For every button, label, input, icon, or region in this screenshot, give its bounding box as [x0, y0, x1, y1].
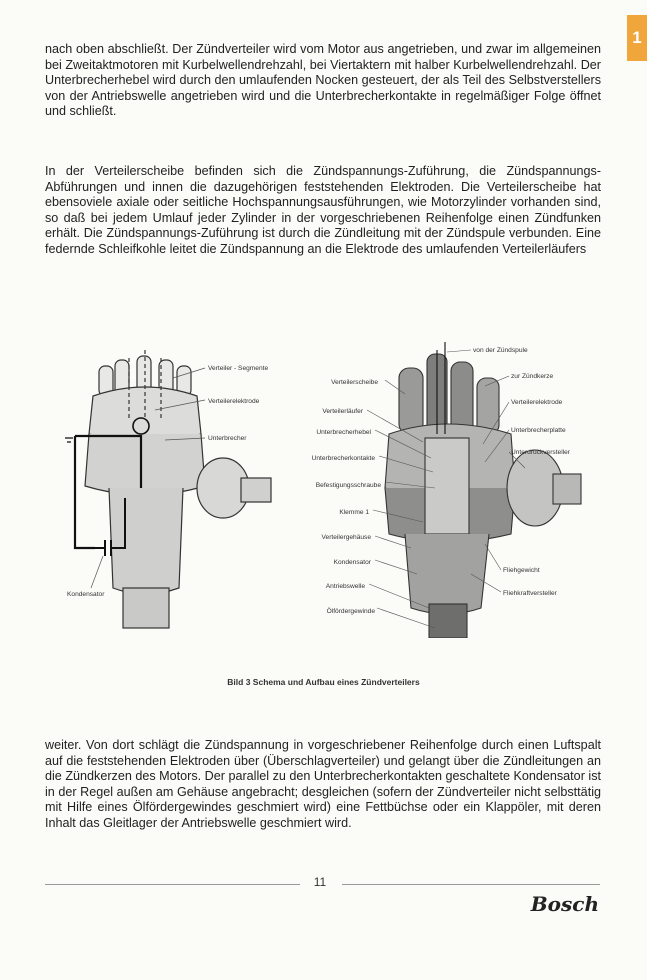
label-klemme-1: Klemme 1: [339, 509, 369, 516]
label-verteiler-segmente: Verteiler - Segmente: [208, 365, 269, 372]
label-verteilerlaeufer: Verteilerläufer: [322, 408, 363, 415]
label-kondensator-schema: Kondensator: [67, 591, 105, 598]
label-unterbrecher: Unterbrecher: [208, 435, 247, 442]
label-unterdruckversteller: Unterdruckversteller: [511, 449, 570, 456]
distributor-figure: [45, 338, 601, 638]
bosch-logo: Bosch: [530, 892, 599, 916]
chapter-tab: 1: [627, 15, 647, 61]
label-kondensator: Kondensator: [333, 559, 371, 566]
label-verteilerelektrode: Verteilerelektrode: [511, 399, 563, 406]
label-unterbrecherhebel: Unterbrecherhebel: [316, 429, 371, 436]
label-verteilerelektrode-schema: Verteilerelektrode: [208, 398, 260, 405]
label-fliehkraftversteller: Fliehkraftversteller: [503, 590, 557, 597]
label-befestigungsschraube: Befestigungsschraube: [315, 482, 381, 489]
paragraph-1: nach oben abschließt. Der Zündverteiler wird vom Motor aus angetrieben, und zwar im allgemeinen bei Zweitaktmotoren mit Kurbelwellendrehzahl, bei Viertaktern mit halber Kurbelwellendrehzahl. Der Unterbrecherhebel wird durch den umlaufenden Nocken gesteuert, der als Teil des Selbstverstellers von der Antriebswelle angetrieben wird und die Unterbrecherkontakte in regelmäßiger Folge öffnet und schließt.: [45, 42, 601, 119]
label-zur-zuendkerze: zur Zündkerze: [511, 373, 554, 380]
figure-caption: Bild 3 Schema und Aufbau eines Zündverteilers: [227, 677, 420, 687]
label-oelfoerdergewinde: Ölfördergewinde: [326, 608, 375, 615]
distributor-illustration: [45, 338, 601, 638]
footer-rule-right: [342, 884, 600, 885]
schema-drawing: [65, 350, 271, 628]
label-verteilergehaeuse: Verteilergehäuse: [321, 534, 371, 541]
paragraph-2: In der Verteilerscheibe befinden sich die Zündspannungs-Zuführung, die Zündspannungs-Abführungen und innen die dazugehörigen feststehenden Elektroden. Die Verteilerscheibe hat ebensoviele axiale oder seitliche Hochspannungsausführungen, wie Motorzylinder vorhanden sind, so daß bei jedem Umlauf jeder Zylinder in der vorgeschriebenen Reihenfolge einen Zündfunken erhält. Die Zündspannungs-Zuführung ist durch die Zündleitung mit der Zündspule verbunden. Eine federnde Schleifkohle leitet die Zündspannung an die Elektrode des umlaufenden Verteilerläufers: [45, 164, 601, 256]
paragraph-3: weiter. Von dort schlägt die Zündspannung in vorgeschriebener Reihenfolge durch einen Luftspalt auf die feststehenden Elektroden über (Überschlagverteiler) und gelangt über die Zündleitungen an die Zündkerzen des Motors. Der parallel zu den Unterbrecherkontakten geschaltete Kondensator ist in der Regel außen am Gehäuse angebracht; desgleichen (sofern der Zündverteiler nicht selbsttätig mit Hilfe eines Ölfördergewindes geschmiert wird) eine Fettbüchse oder ein Klappöler, mit deren Inhalt das Gleitlager der Antriebswelle geschmiert wird.: [45, 738, 601, 830]
label-verteilerscheibe: Verteilerscheibe: [331, 379, 378, 386]
cutaway-left-labels: [312, 379, 382, 615]
label-unterbrecherplatte: Unterbrecherplatte: [511, 427, 566, 434]
label-fliehgewicht: Fliehgewicht: [503, 567, 540, 574]
label-von-der-zuendspule: von der Zündspule: [473, 347, 528, 354]
footer-rule-left: [45, 884, 300, 885]
label-antriebswelle: Antriebswelle: [325, 583, 365, 590]
label-unterbrecherkontakte: Unterbrecherkontakte: [311, 455, 375, 462]
page-number: 11: [313, 875, 327, 889]
